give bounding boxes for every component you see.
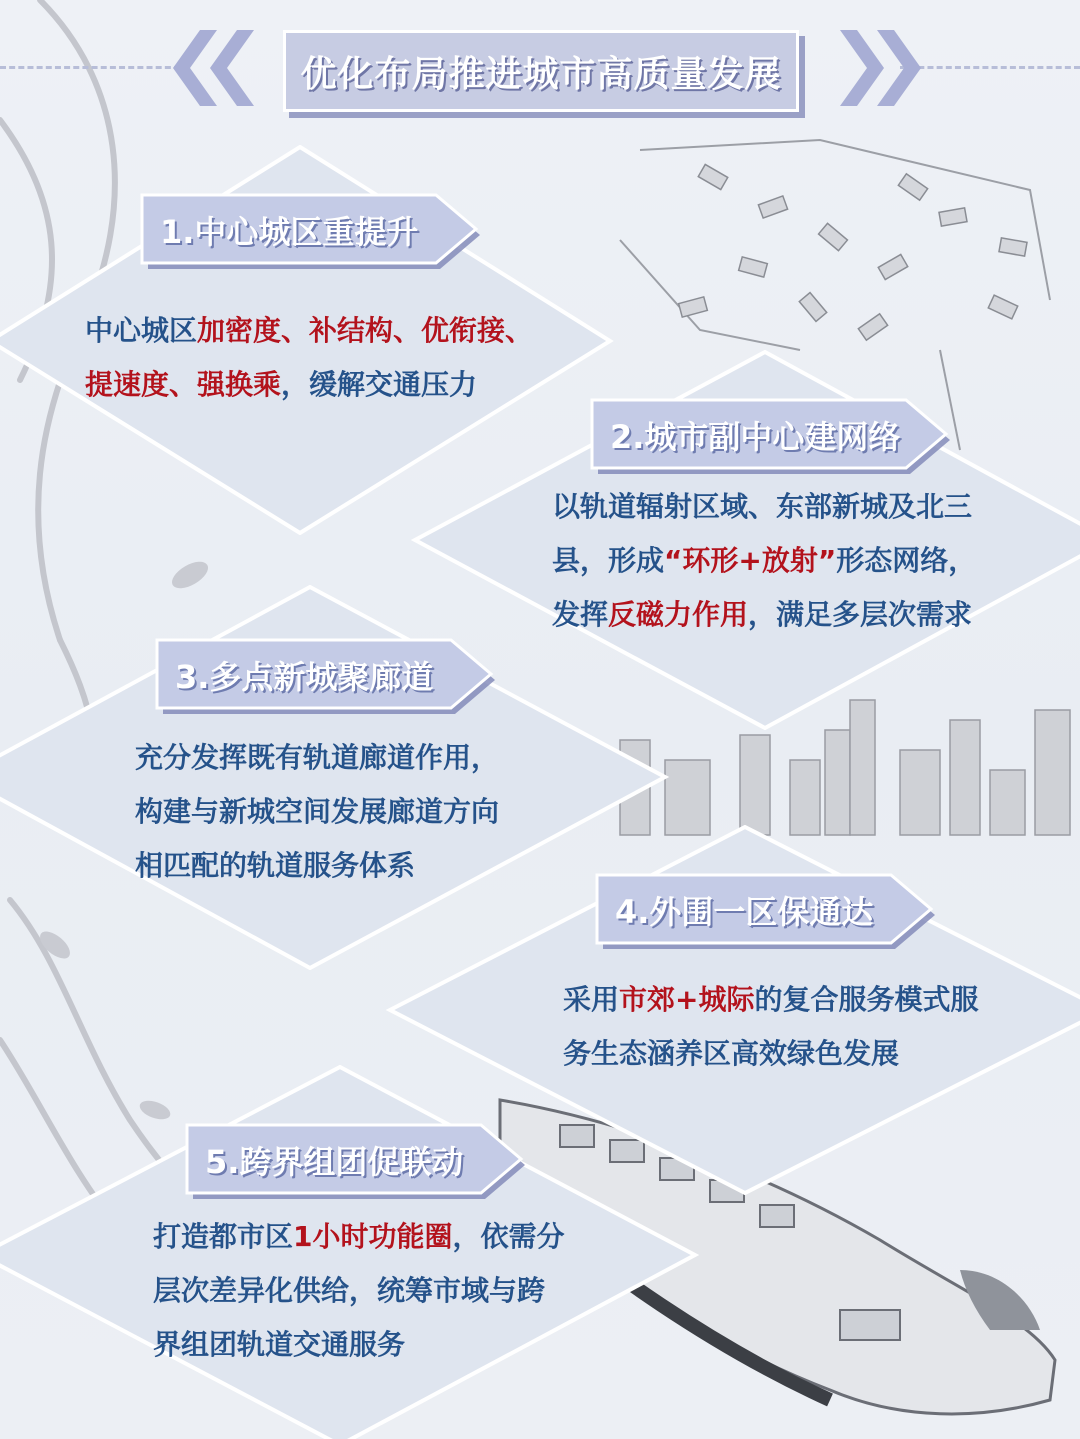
body-line — [552, 534, 976, 588]
section-3-tag — [155, 638, 500, 716]
body-text-run: ，依需分 — [452, 1220, 565, 1253]
body-line — [552, 480, 976, 534]
section-5-title: 5.跨界组团促联动 — [205, 1143, 464, 1181]
body-text-run: 县，形成 — [552, 544, 665, 577]
body-line — [85, 358, 533, 412]
header-title-box — [283, 30, 799, 112]
section-3-body — [135, 731, 499, 893]
body-text-run: 形态网络， — [836, 544, 977, 577]
highlight-text: 1小时功能圈 — [293, 1220, 453, 1253]
body-text-run: ，缓解交通压力 — [281, 368, 478, 401]
body-line — [563, 973, 979, 1027]
section-2-body — [552, 480, 976, 642]
chevron-right-icon — [820, 28, 940, 108]
section-1-body — [85, 304, 533, 412]
body-line — [135, 785, 499, 839]
body-line — [563, 1027, 979, 1081]
chevron-left-icon — [155, 28, 275, 108]
body-text-run: 层次差异化供给，统筹市域与跨 — [153, 1274, 546, 1307]
body-text-run: 的复合服务模式服 — [754, 983, 979, 1016]
highlight-text: 市郊+城际 — [619, 983, 755, 1016]
section-4-tag — [595, 873, 940, 951]
body-text-run: 充分发挥既有轨道廊道作用， — [135, 741, 500, 774]
body-text-run: 相匹配的轨道服务体系 — [135, 849, 416, 882]
body-line — [135, 839, 499, 893]
section-4-title: 4.外围一区保通达 — [615, 893, 874, 931]
highlight-text: 加密度、补结构、优衔接、 — [197, 314, 534, 347]
body-line — [135, 731, 499, 785]
body-line — [85, 304, 533, 358]
body-text-run: 务生态涵养区高效绿色发展 — [563, 1037, 900, 1070]
section-2-tag — [590, 398, 955, 476]
body-line — [153, 1264, 565, 1318]
section-2-title: 2.城市副中心建网络 — [610, 418, 901, 456]
body-text-run: 构建与新城空间发展廊道方向 — [135, 795, 500, 828]
section-4-body — [563, 973, 979, 1081]
body-text-run: 中心城区 — [85, 314, 198, 347]
highlight-text: 提速度、强换乘 — [85, 368, 282, 401]
section-1-tag — [140, 193, 485, 271]
highlight-text: 反磁力作用 — [608, 598, 749, 631]
body-text-run: 发挥 — [552, 598, 609, 631]
body-text-run: ，满足多层次需求 — [748, 598, 973, 631]
section-1-title: 1.中心城区重提升 — [160, 213, 419, 251]
page-title: 优化布局推进城市高质量发展 — [300, 53, 782, 95]
highlight-text: “环形+放射” — [664, 544, 837, 577]
body-text-run: 以轨道辐射区域、东部新城及北三 — [552, 490, 973, 523]
body-text-run: 打造都市区 — [153, 1220, 294, 1253]
body-line — [552, 588, 976, 642]
body-line — [153, 1318, 565, 1372]
body-text-run: 采用 — [563, 983, 620, 1016]
body-line — [153, 1210, 565, 1264]
section-5-body — [153, 1210, 565, 1372]
section-3-title: 3.多点新城聚廊道 — [175, 658, 434, 696]
section-5-tag — [185, 1123, 530, 1201]
header-dash-left — [0, 66, 180, 69]
body-text-run: 界组团轨道交通服务 — [153, 1328, 406, 1361]
